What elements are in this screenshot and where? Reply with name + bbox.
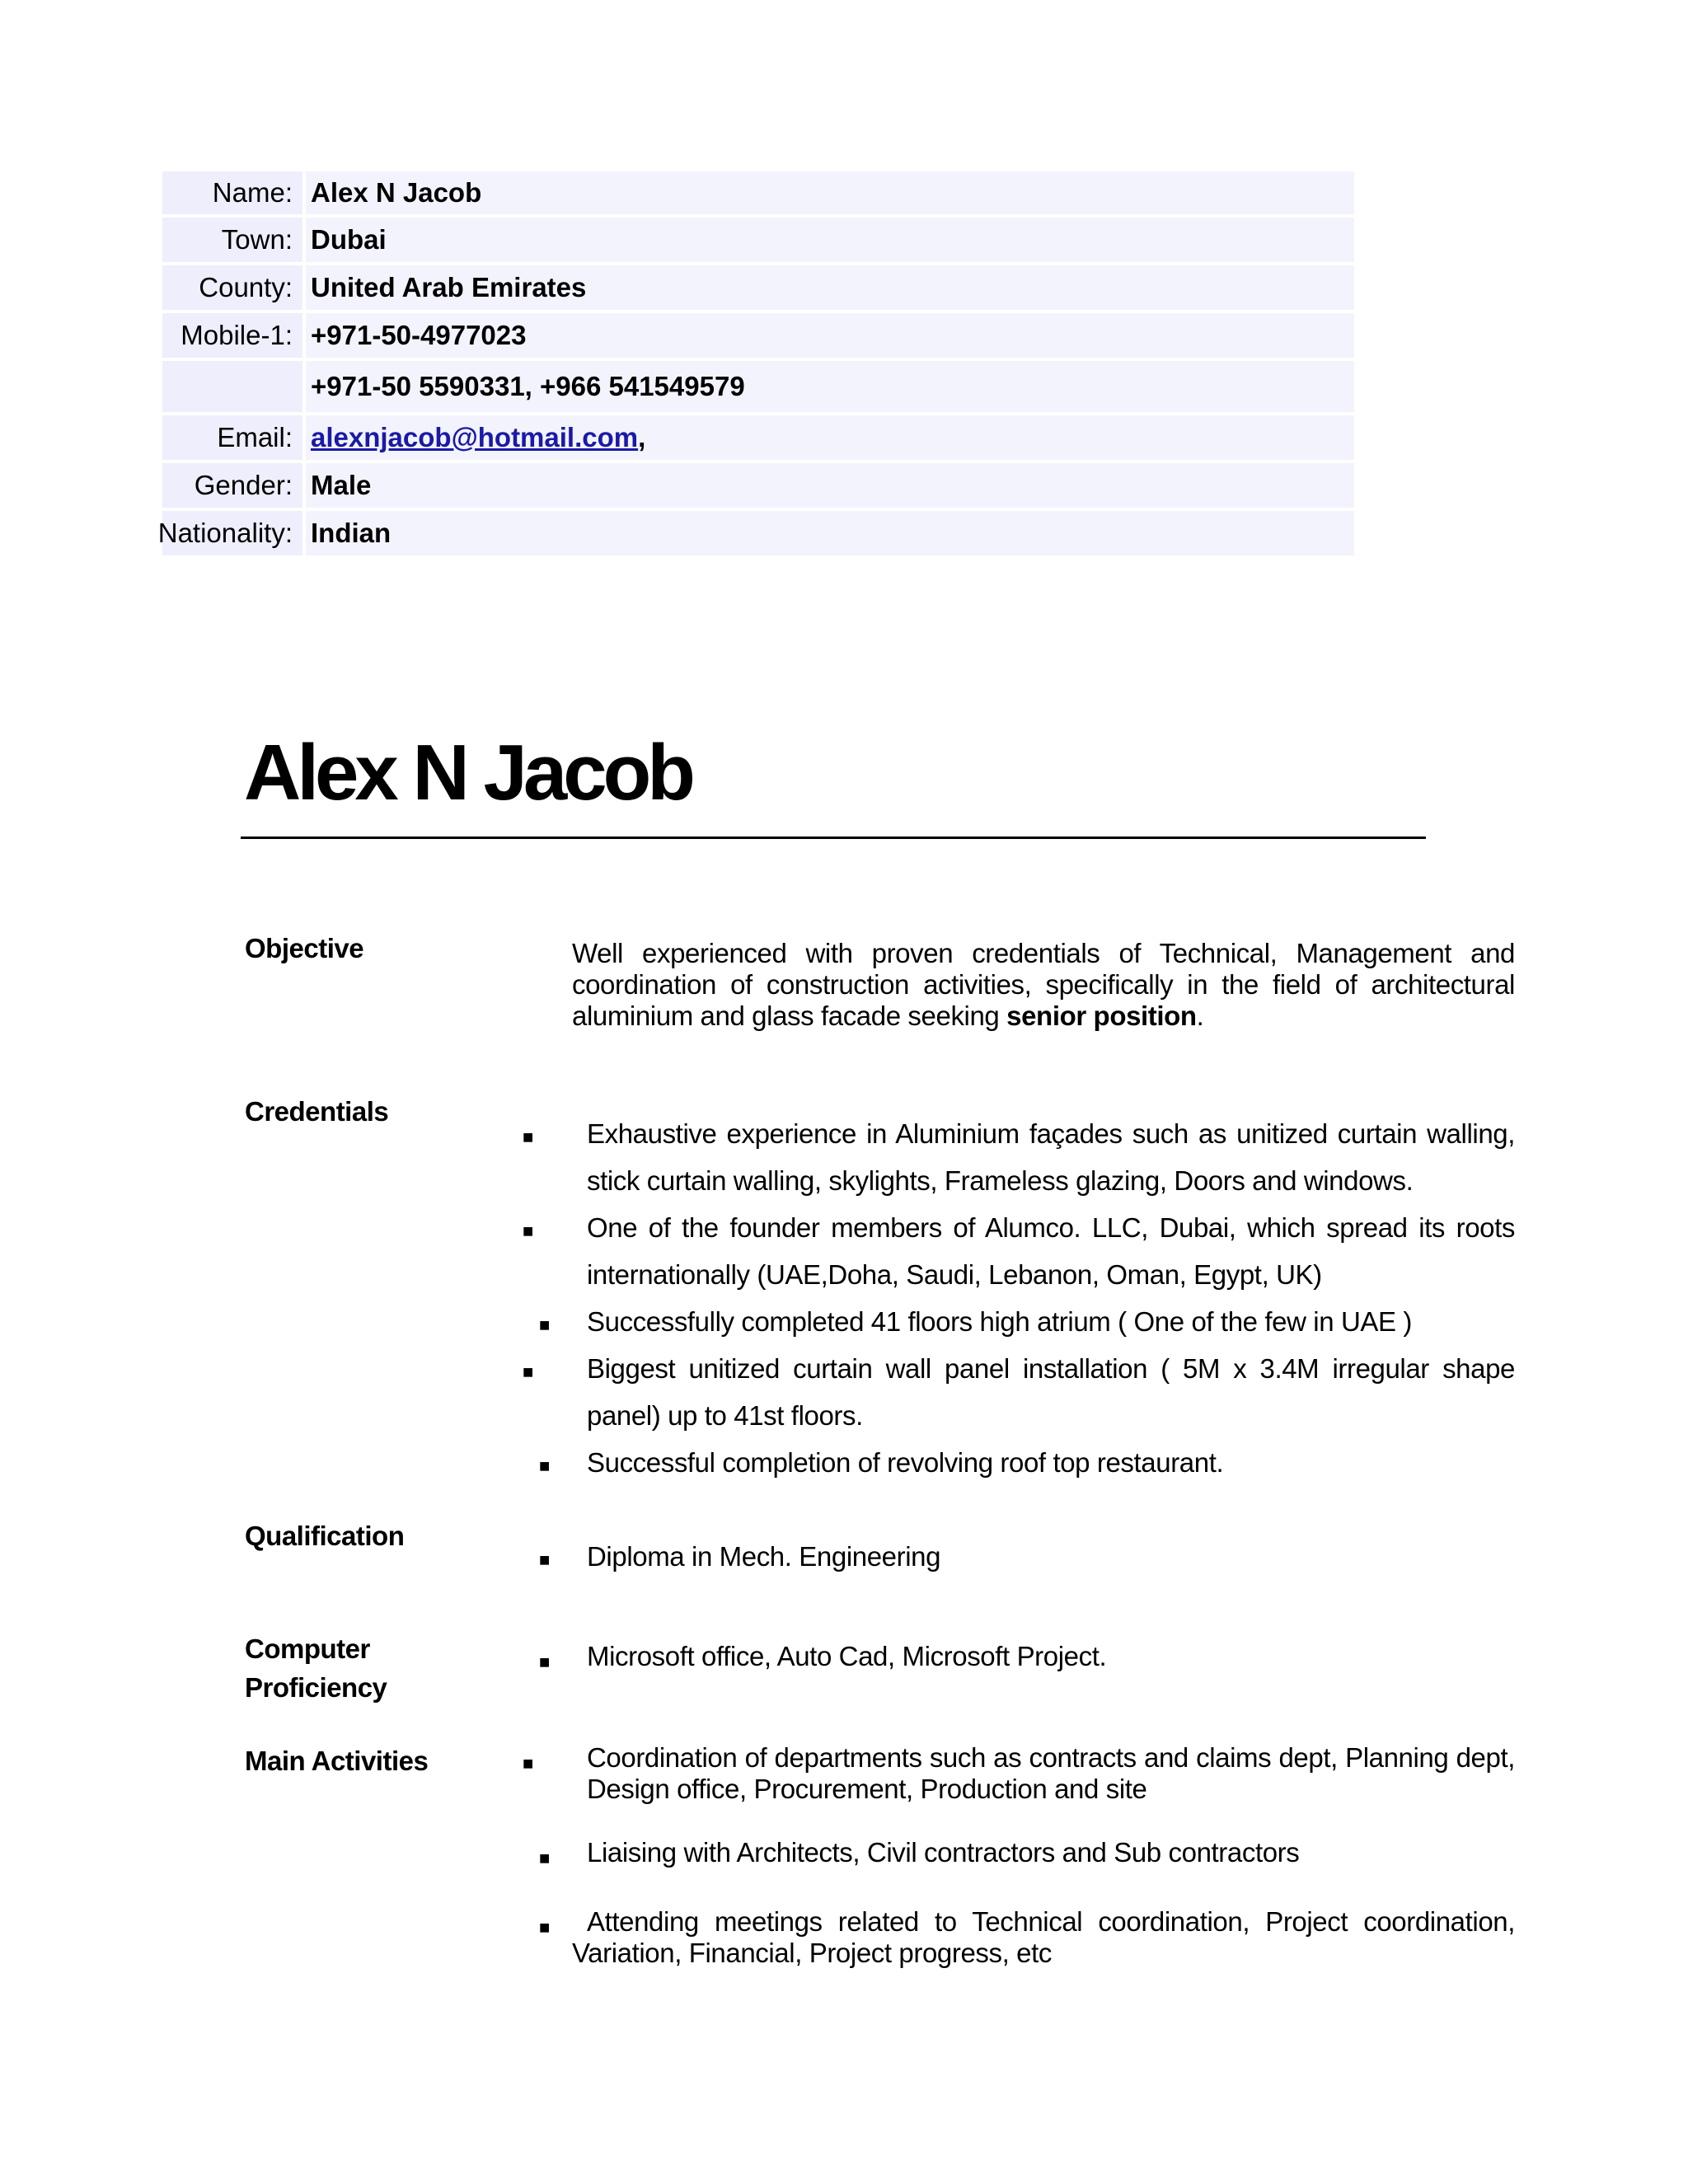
contact-value: Indian <box>306 511 1354 555</box>
contact-label: Town: <box>162 218 302 262</box>
activities-heading: Main Activities <box>245 1746 429 1776</box>
objective-heading: Objective <box>245 933 364 963</box>
contact-value: United Arab Emirates <box>306 265 1354 310</box>
computer-heading-line2: Proficiency <box>245 1672 387 1703</box>
contact-value: +971-50 5590331, +966 541549579 <box>306 361 1354 412</box>
credential-item: Biggest unitized curtain wall panel installation ( 5M x 3.4M irregular shape panel) up to 41st floors. <box>587 1353 1515 1431</box>
contact-row-email <box>162 415 1354 460</box>
bullet-icon: ■ <box>539 1652 551 1672</box>
activity-item: Coordination of departments such as contracts and claims dept, Planning dept, Design office, Procurement, Production and site <box>587 1742 1515 1804</box>
contact-row-county <box>162 265 1354 310</box>
bullet-icon: ■ <box>539 1917 551 1938</box>
contact-row-gender <box>162 463 1354 508</box>
objective-end: . <box>1196 1001 1204 1031</box>
computer-heading-line1: Computer <box>245 1633 370 1664</box>
contact-label <box>162 361 302 412</box>
objective-bold: senior position <box>1006 1001 1197 1031</box>
contact-label: Mobile-1: <box>162 313 302 358</box>
objective-text <box>572 938 1515 1032</box>
qualification-item: Diploma in Mech. Engineering <box>587 1541 941 1572</box>
computer-item: Microsoft office, Auto Cad, Microsoft Project. <box>587 1641 1107 1671</box>
credential-item: Successfully completed 41 floors high atrium ( One of the few in UAE ) <box>587 1306 1412 1337</box>
credential-item: Successful completion of revolving roof top restaurant. <box>587 1447 1224 1478</box>
bullet-icon: ■ <box>539 1549 551 1570</box>
contact-label: Gender: <box>162 463 302 508</box>
bullet-icon: ■ <box>523 1221 534 1241</box>
contact-value <box>306 415 1354 460</box>
contact-row-nationality <box>157 511 1354 555</box>
bullet-icon: ■ <box>523 1753 534 1774</box>
bullet-icon: ■ <box>523 1361 534 1382</box>
contact-label: Email: <box>162 415 302 460</box>
activity-item: Liaising with Architects, Civil contractors and Sub contractors <box>587 1837 1300 1868</box>
qualification-heading: Qualification <box>245 1521 405 1551</box>
contact-value: Alex N Jacob <box>306 171 1354 214</box>
contact-row-town <box>162 218 1354 262</box>
contact-row-name <box>162 171 1354 214</box>
contact-row-mobile <box>162 313 1354 358</box>
credentials-heading: Credentials <box>245 1096 389 1127</box>
activity-item: Attending meetings related to Technical coordination, Project coordination, <box>587 1906 1515 1937</box>
activity-item-continuation: Variation, Financial, Project progress, etc <box>572 1938 1052 1968</box>
contact-label: Name: <box>162 171 302 214</box>
bullet-icon: ■ <box>539 1315 551 1335</box>
credential-item: One of the founder members of Alumco. LLC, Dubai, which spread its roots internationally (UAE,Doha, Saudi, Lebanon, Oman, Egypt, UK) <box>587 1212 1515 1290</box>
bullet-icon: ■ <box>539 1848 551 1868</box>
contact-value: +971-50-4977023 <box>306 313 1354 358</box>
email-suffix: , <box>638 422 646 452</box>
contact-info-table <box>157 171 1354 559</box>
heading-divider <box>241 837 1426 839</box>
contact-value: Dubai <box>306 218 1354 262</box>
contact-row-mobile-extra <box>162 361 1354 412</box>
bullet-icon: ■ <box>523 1127 534 1147</box>
contact-value: Male <box>306 463 1354 508</box>
objective-body: Well experienced with proven credentials of Technical, Management and coordination of construction activities, specifically in the field of architectural aluminium and glass facade seeking <box>572 938 1515 1031</box>
credential-item: Exhaustive experience in Aluminium façades such as unitized curtain walling, stick curtain walling, skylights, Frameless glazing, Doors and windows. <box>587 1118 1515 1196</box>
contact-label: County: <box>162 265 302 310</box>
resume-name-heading: Alex N Jacob <box>244 729 692 817</box>
contact-label: Nationality: <box>162 511 302 555</box>
email-link[interactable]: alexnjacob@hotmail.com <box>311 422 639 452</box>
bullet-icon: ■ <box>539 1455 551 1476</box>
